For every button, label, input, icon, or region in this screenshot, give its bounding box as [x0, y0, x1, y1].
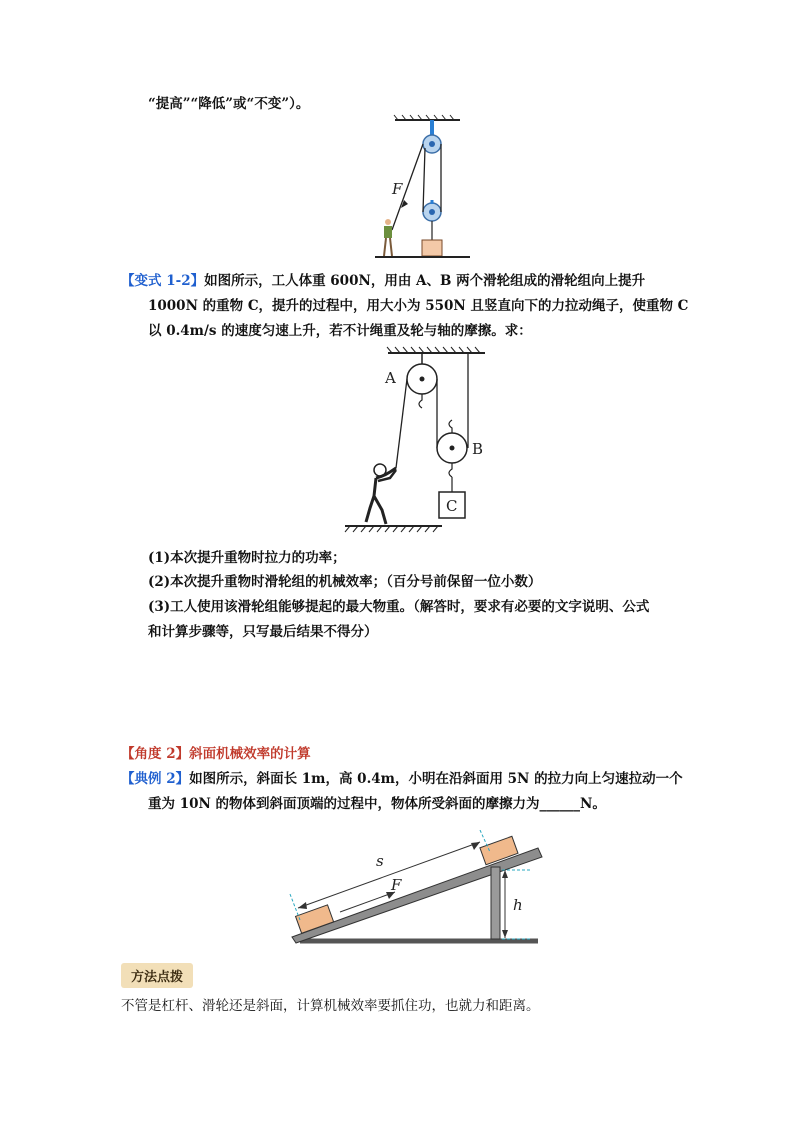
angle-heading — [121, 744, 311, 764]
question-1: (1)本次提升重物时拉力的功率； — [148, 550, 346, 566]
label-h: h — [513, 896, 523, 914]
variant-text-1: 如图所示，工人体重 600N，用由 A、B 两个滑轮组成的滑轮组向上提升 — [204, 273, 646, 289]
label-c: C — [446, 497, 458, 515]
question-2: (2)本次提升重物时滑轮组的机械效率；（百分号前保留一位小数） — [148, 574, 542, 590]
intro-line: “提高”“降低”或“不变”）。 — [148, 96, 310, 112]
angle-tag: 【角度 2】 — [121, 746, 190, 762]
variant-line-1 — [121, 271, 645, 291]
label-b: B — [472, 440, 484, 458]
variant-line-3: 以 0.4m/s 的速度匀速上升，若不计绳重及轮与轴的摩擦。求： — [148, 323, 532, 339]
incline-figure — [280, 830, 550, 950]
example-tag: 【典例 2】 — [121, 771, 190, 787]
label-s: s — [376, 852, 384, 870]
example-text-1: 如图所示，斜面长 1m，高 0.4m，小明在沿斜面用 5N 的拉力向上匀速拉动一个 — [189, 771, 683, 787]
method-tip-badge: 方法点拨 — [121, 963, 193, 988]
force-label: F — [392, 180, 403, 198]
label-a: A — [385, 369, 396, 387]
method-tip-text: 不管是杠杆、滑轮还是斜面，计算机械效率要抓住功，也就力和距离。 — [121, 998, 540, 1014]
angle-title: 斜面机械效率的计算 — [189, 746, 311, 762]
pulley-figure-1 — [370, 112, 480, 262]
example-line-1 — [121, 769, 683, 789]
question-3-cont: 和计算步骤等，只写最后结果不得分） — [148, 624, 378, 640]
variant-line-2: 1000N 的重物 C，提升的过程中，用大小为 550N 且竖直向下的力拉动绳子，使重物 C — [148, 298, 689, 314]
variant-tag: 【变式 1-2】 — [121, 273, 205, 289]
pulley-figure-2 — [340, 346, 490, 538]
label-f: F — [391, 876, 402, 894]
question-3: (3)工人使用该滑轮组能够提起的最大物重。（解答时，要求有必要的文字说明、公式 — [148, 599, 650, 615]
example-line-2: 重为 10N 的物体到斜面顶端的过程中，物体所受斜面的摩擦力为______N。 — [148, 796, 606, 812]
